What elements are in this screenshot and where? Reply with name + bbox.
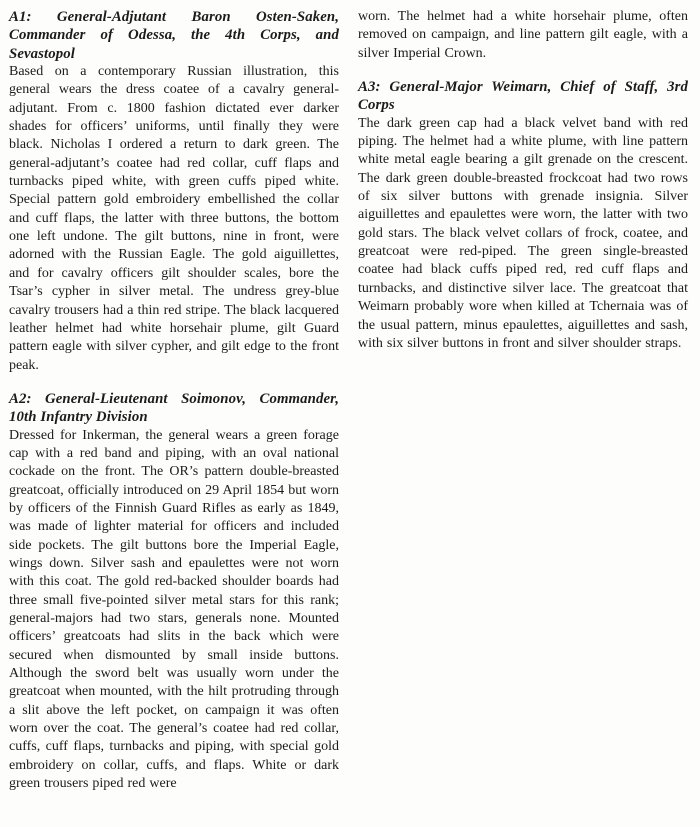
plate-a3-description: The dark green cap had a black velvet band with red piping. The helmet had a white plume, with line pattern white metal eagle bearing a gilt grenade on the crescent. The dark green double-breasted frockcoat had two rows of six silver buttons with grenade insignia. Silver aiguillettes and epaulettes were worn, the latter with two gold stars. The black velvet collars of frock, coatee, and greatcoat were red-piped. The green single-breasted coatee had black cuffs piped red, red cuff flaps and turnbacks, and distinctive silver lace. The greatcoat that Weimarn probably wore when killed at Tchernaia was of the usual pattern, minus epaulettes, aiguillettes and sash, with six silver buttons in front and silver shoulder straps. [358, 115, 688, 351]
plate-a1-heading: A1: General-Adjutant Baron Osten-Saken, Commander of Odessa, the 4th Corps, and Sevastopol [9, 9, 339, 62]
left-column [9, 8, 339, 793]
plate-a1-description: Based on a contemporary Russian illustration, this general wears the dress coatee of a cavalry general-adjutant. From c. 1800 fashion dictated ever darker shades for officers’ uniforms, until finally they were black. Nicholas I ordered a return to dark green. The general-adjutant’s coatee had red collar, cuff flaps and turnbacks piped white, with green cuffs piped white. Special pattern gold embroidery embellished the collar and cuff flaps, the latter with three buttons, the bottom one left undone. The gilt buttons, nine in front, were adorned with the Russian Eagle. The gold aiguillettes, and for cavalry officers gilt shoulder scales, bore the Tsar’s cypher in silver metal. The undress grey-blue cavalry trousers had a thin red stripe. The black lacquered leather helmet had white horsehair plume, gilt Guard pattern eagle with silver cypher, and gilt edge to the front peak. [9, 64, 339, 373]
plate-a2-heading: A2: General-Lieutenant Soimonov, Commander, 10th Infantry Division [9, 390, 339, 426]
right-column [358, 8, 688, 353]
plate-a2-description-continued: worn. The helmet had a white horsehair plume, often removed on campaign, and line pattern gilt eagle, with a silver Imperial Crown. [358, 9, 688, 61]
plate-a3-heading: A3: General-Major Weimarn, Chief of Staff, 3rd Corps [358, 79, 688, 114]
two-column-layout [9, 8, 688, 793]
plate-a2-description: Dressed for Inkerman, the general wears a green forage cap with a red band and piping, with an oval national cockade on the front. The OR’s pattern double-breasted greatcoat, officially introduced on 29 April 1854 but worn by officers of the Finnish Guard Rifles as early as 1849, was made of lighter material for officers and included side pockets. The gilt buttons bore the Imperial Eagle, wings down. Silver sash and epaulettes were not worn with this coat. The gold red-backed shoulder boards had three small five-pointed silver metal stars for this rank; general-majors had two stars, generals none. Mounted officers’ greatcoats had slits in the back which were secured when dismounted by small inside buttons. Although the sword belt was usually worn under the greatcoat when mounted, with the hilt protruding through a slit above the left pocket, on campaign it was often worn over the coat. The general’s coatee had red collar, cuffs, cuff flaps, turnbacks and piping, with special gold embroidery on collar, cuffs, and flaps. White or dark green trousers piped red were [9, 427, 339, 792]
